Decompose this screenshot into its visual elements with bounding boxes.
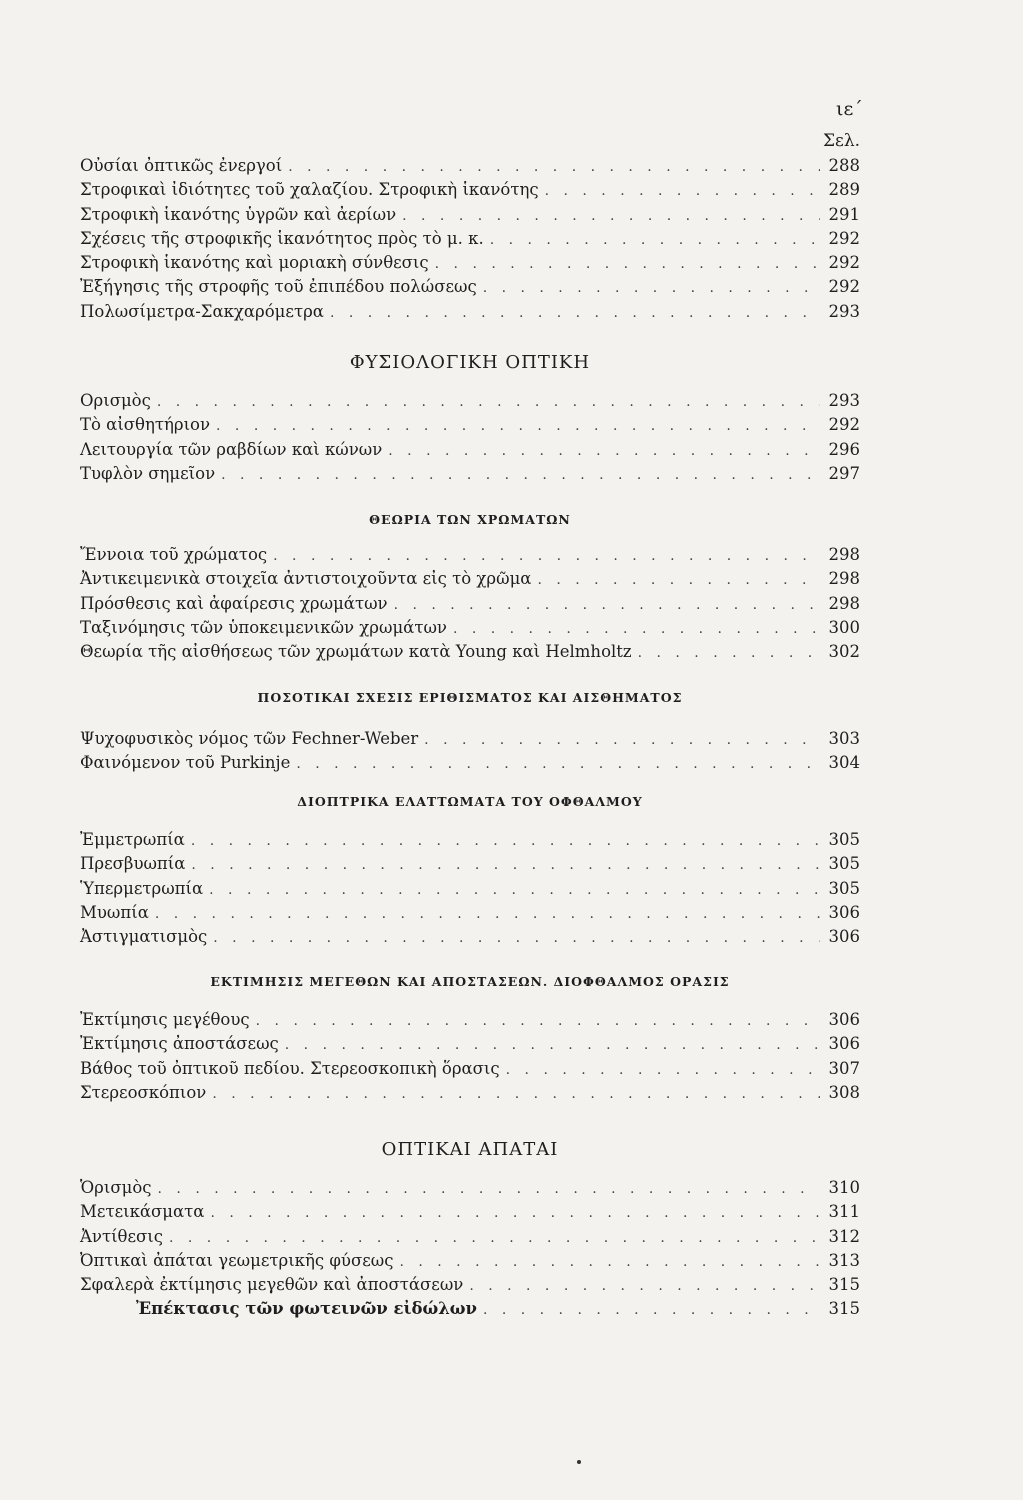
toc-entry[interactable]: Οὐσίαι ὀπτικῶς ἐνεργοί . . . 288 (80, 154, 860, 178)
toc-group-size-distance (80, 1008, 860, 1105)
toc-entry[interactable]: Πρεσβυωπία . . . 305 (80, 852, 860, 876)
toc-entry[interactable]: Πρόσθεσις καὶ ἀφαίρεσις χρωμάτων . . . 298 (80, 592, 860, 616)
toc-entry[interactable]: Ὀπτικαὶ ἀπάται γεωμετρικῆς φύσεως . . . 313 (80, 1249, 860, 1273)
page-speck (577, 1460, 581, 1464)
toc-entry[interactable]: Μετεικάσματα . . . 311 (80, 1200, 860, 1224)
toc-entry[interactable]: Ἀστιγματισμὸς . . . 306 (80, 925, 860, 949)
toc-entry[interactable]: Ἔννοια τοῦ χρώματος . . . 298 (80, 543, 860, 567)
toc-entry[interactable]: Λειτουργία τῶν ραβδίων καὶ κώνων . . . 296 (80, 438, 860, 462)
toc-group-optical-activity (80, 154, 860, 324)
section-heading: ΠΟΣΟΤΙΚΑΙ ΣΧΕΣΙΣ ΕΡΙΘΙΣΜΑΤΟΣ ΚΑΙ ΑΙΣΘΗΜΑΤΟΣ (257, 690, 683, 705)
toc-entry[interactable]: Τὸ αἰσθητήριον . . . 292 (80, 413, 860, 437)
page-column-label: Σελ. (823, 131, 861, 151)
toc-entry[interactable]: Πολωσίμετρα-Σακχαρόμετρα . . . 293 (80, 300, 860, 324)
section-heading: ΘΕΩΡΙΑ ΤΩΝ ΧΡΩΜΑΤΩΝ (369, 512, 571, 527)
toc-entry[interactable]: Στροφικὴ ἱκανότης καὶ μοριακὴ σύνθεσις . . . 292 (80, 251, 860, 275)
toc-group-stimulus-sensation (80, 727, 860, 776)
toc-entry[interactable]: Ἐξήγησις τῆς στροφῆς τοῦ ἐπιπέδου πολώσεως . . . 292 (80, 275, 860, 299)
toc-entry[interactable]: Ἀντίθεσις . . . 312 (80, 1225, 860, 1249)
toc-entry[interactable]: Σφαλερὰ ἐκτίμησις μεγεθῶν καὶ ἀποστάσεων . . . 315 (80, 1273, 860, 1297)
toc-entry[interactable]: Ορισμὸς . . . 293 (80, 389, 860, 413)
toc-entry[interactable]: Ὑπερμετρωπία . . . 305 (80, 877, 860, 901)
toc-group-optical-illusions (80, 1176, 860, 1322)
toc-entry[interactable]: Στροφικαὶ ἰδιότητες τοῦ χαλαζίου. Στροφικὴ ἱκανότης . . . 289 (80, 178, 860, 202)
toc-group-color-theory (80, 543, 860, 664)
toc-entry[interactable]: Ἀντικειμενικὰ στοιχεῖα ἀντιστοιχοῦντα εἰς τὸ χρῶμα . . . 298 (80, 567, 860, 591)
toc-entry[interactable]: Ἐκτίμησις μεγέθους . . . 306 (80, 1008, 860, 1032)
toc-entry[interactable]: Σχέσεις τῆς στροφικῆς ἱκανότητος πρὸς τὸ μ. κ. . . . 292 (80, 227, 860, 251)
toc-entry[interactable]: Τυφλὸν σημεῖον . . . 297 (80, 462, 860, 486)
toc-entry[interactable]: Φαινόμενον τοῦ Purkinje . . . 304 (80, 751, 860, 775)
section-heading: ΟΠΤΙΚΑΙ ΑΠΑΤΑΙ (381, 1139, 559, 1160)
section-heading: ΕΚΤΙΜΗΣΙΣ ΜΕΓΕΘΩΝ ΚΑΙ ΑΠΟΣΤΑΣΕΩΝ. ΔΙΟΦΘΑΛΜΟΣ ΟΡΑΣΙΣ (210, 974, 730, 989)
toc-group-dioptric-defects (80, 828, 860, 949)
toc-entry[interactable]: Ἐπέκτασις τῶν φωτεινῶν εἰδώλων . . . 315 (80, 1297, 860, 1321)
section-heading: ΦΥΣΙΟΛΟΓΙΚΗ ΟΠΤΙΚΗ (349, 352, 591, 373)
toc-entry[interactable]: Ψυχοφυσικὸς νόμος τῶν Fechner-Weber . . . 303 (80, 727, 860, 751)
toc-entry[interactable]: Ὁρισμὸς . . . 310 (80, 1176, 860, 1200)
toc-group-physiological-optics (80, 389, 860, 486)
toc-entry[interactable]: Ἐμμετρωπία . . . 305 (80, 828, 860, 852)
page-number: ιε΄ (836, 98, 863, 120)
toc-entry[interactable]: Στερεοσκόπιον . . . 308 (80, 1081, 860, 1105)
toc-entry[interactable]: Θεωρία τῆς αἰσθήσεως τῶν χρωμάτων κατὰ Young καὶ Helmholtz . . . 302 (80, 640, 860, 664)
toc-entry[interactable]: Μυωπία . . . 306 (80, 901, 860, 925)
toc-entry[interactable]: Ταξινόμησις τῶν ὑποκειμενικῶν χρωμάτων . . . 300 (80, 616, 860, 640)
toc-entry[interactable]: Ἐκτίμησις ἀποστάσεως . . . 306 (80, 1032, 860, 1056)
section-heading: ΔΙΟΠΤΡΙΚΑ ΕΛΑΤΤΩΜΑΤΑ ΤΟΥ ΟΦΘΑΛΜΟΥ (297, 794, 643, 809)
toc-entry[interactable]: Βάθος τοῦ ὀπτικοῦ πεδίου. Στερεοσκοπικὴ ὅρασις . . . 307 (80, 1057, 860, 1081)
toc-entry[interactable]: Στροφικὴ ἱκανότης ὑγρῶν καὶ ἀερίων . . . 291 (80, 203, 860, 227)
